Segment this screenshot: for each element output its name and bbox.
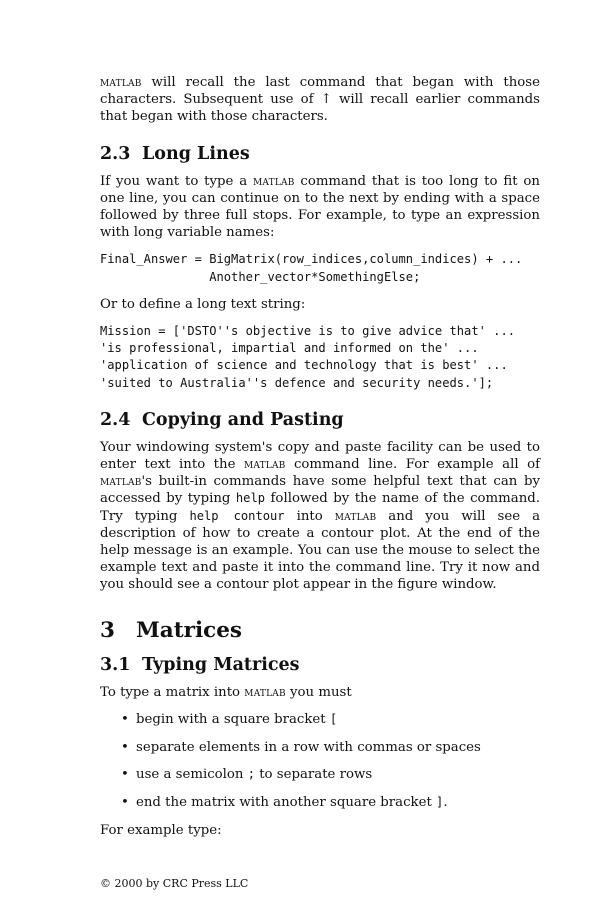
document-page: [100, 74, 540, 839]
for-example-paragraph: For example type:: [100, 822, 222, 838]
text-run: 's built-in commands have some helpful text that can by accessed by typing: [100, 474, 540, 507]
long-lines-paragraph: [100, 173, 540, 242]
text-run: separate elements in a row with commas or spaces: [136, 739, 481, 755]
section-number: 2.4: [100, 409, 131, 430]
section-number: 2.3: [100, 143, 131, 164]
section-number: 3.1: [100, 654, 131, 675]
typing-matrices-intro: [100, 684, 540, 701]
copyright-text: 2000 by CRC Press LLC: [111, 877, 249, 890]
text-run: into: [284, 508, 335, 524]
matlab-name: matlab: [334, 508, 377, 523]
bullet-icon: •: [121, 767, 129, 783]
matlab-name: matlab: [244, 684, 286, 699]
matlab-name: matlab: [100, 474, 142, 489]
copyright-icon: ©: [100, 877, 111, 890]
bullet-icon: •: [121, 794, 129, 810]
list-item: [100, 794, 540, 811]
copy-paste-paragraph: [100, 439, 540, 594]
inline-code: ]: [436, 794, 444, 809]
text-run: command that is too long to fit on one line, you can continue on to the next by ending with a space followed by three full stops. For example, to type an expression with long variable names:: [100, 173, 540, 241]
bullet-icon: •: [121, 711, 129, 727]
section-title: Copying and Pasting: [142, 409, 344, 430]
section-title: Long Lines: [142, 143, 250, 164]
text-run: command line. For example all of: [285, 457, 540, 473]
long-text-paragraph: Or to define a long text string:: [100, 296, 306, 312]
text-run: .: [443, 794, 448, 810]
section-heading-3-1: [100, 654, 540, 676]
text-run: begin with a square bracket: [136, 711, 330, 727]
section-heading-2-3: [100, 143, 540, 165]
section-title: Typing Matrices: [142, 654, 300, 675]
matlab-name: matlab: [243, 457, 286, 472]
text-run: Your windowing system's copy and paste facility can be used to enter text into the: [100, 439, 540, 473]
text-run: to separate rows: [254, 767, 373, 783]
matlab-name: matlab: [253, 173, 295, 188]
intro-text: will recall the last command that began with those characters. Subsequent use of ↑ will recall earlier commands that began with those characters.: [100, 75, 540, 125]
code-block-mission: Mission = ['DSTO''s objective is to give advice that' ... 'is professional, impartial and informed on the' ... 'application of science and technology that is best' ... 'suited to Australia''s defence and security needs.'];: [100, 324, 516, 390]
inline-code-help: help: [235, 491, 266, 506]
matrix-rules-list: [100, 711, 540, 811]
intro-paragraph: [100, 74, 540, 126]
code-block-final-answer: Final_Answer = BigMatrix(row_indices,column_indices) + ... Another_vector*SomethingElse;: [100, 252, 523, 284]
text-run: use a semicolon: [136, 767, 248, 783]
text-run: and you will see a description of how to create a contour plot. At the end of the help message is an example. You can use the mouse to select the example text and paste it into the command line. Try it now and you should see a contour plot appear in the figure window.: [100, 508, 540, 593]
page-footer: [100, 877, 248, 891]
list-item: [100, 766, 540, 783]
text-run: end the matrix with another square bracket: [136, 794, 437, 810]
text-run: you must: [285, 684, 352, 700]
inline-code: ;: [247, 767, 255, 782]
matlab-name: matlab: [100, 75, 142, 89]
text-run: To type a matrix into: [100, 684, 245, 700]
section-title: Matrices: [136, 617, 243, 643]
section-heading-2-4: [100, 409, 540, 431]
inline-code: [: [329, 711, 338, 726]
section-heading-3: [100, 618, 540, 644]
bullet-icon: •: [121, 739, 129, 755]
text-run: followed by the name of the command. Try typing: [100, 491, 540, 524]
inline-code-help-contour: help contour: [189, 508, 285, 523]
text-run: If you want to type a: [100, 173, 254, 189]
section-number: 3: [100, 617, 115, 643]
list-item: [100, 739, 540, 756]
list-item: [100, 711, 540, 728]
